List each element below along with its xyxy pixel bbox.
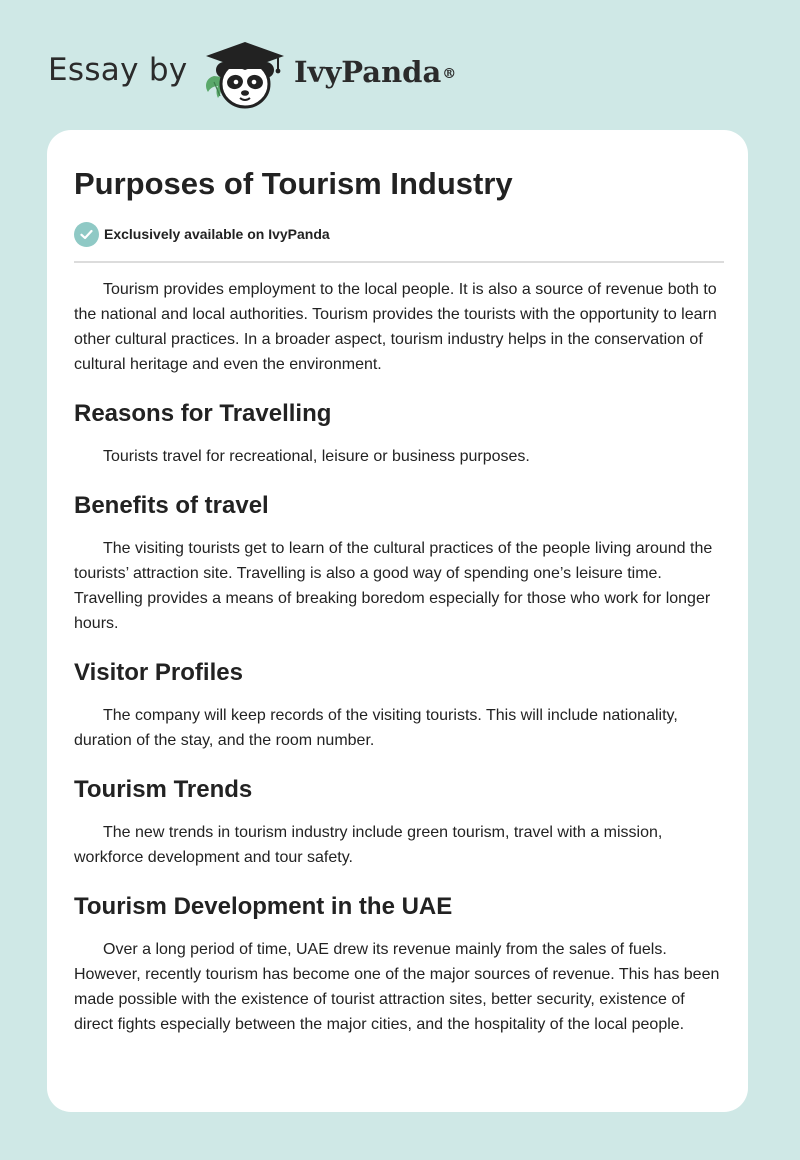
- intro-paragraph: Tourism provides employment to the local people. It is also a source of revenue both to the national and local authorities. Tourism provides the tourists with the opportunity to learn other cultural practices. In a broader aspect, tourism industry helps in the conservation of cultural heritage and even the environment.: [74, 281, 717, 373]
- essay-card: [47, 130, 748, 1112]
- site-header: [0, 0, 800, 120]
- exclusive-badge: [74, 221, 330, 247]
- section-heading: Tourism Development in the UAE: [74, 893, 453, 920]
- brand-name-text: IvyPanda: [294, 55, 442, 89]
- section-paragraph: Tourists travel for recreational, leisure or business purposes.: [103, 448, 530, 465]
- section-paragraph: The new trends in tourism industry include green tourism, travel with a mission, workforce development and tour safety.: [74, 824, 663, 866]
- brand-prefix: Essay by: [48, 52, 188, 88]
- divider: [74, 261, 724, 263]
- section-heading: Reasons for Travelling: [74, 400, 332, 427]
- section-paragraph: The visiting tourists get to learn of the cultural practices of the people living around the tourists’ attraction site. Travelling is also a good way of spending one’s leisure time. Travelling provides a means of breaking boredom especially for those who work for longer hours.: [74, 540, 713, 632]
- section-heading: Benefits of travel: [74, 492, 269, 519]
- registered-mark: ®: [442, 66, 457, 82]
- page-title: Purposes of Tourism Industry: [74, 166, 513, 201]
- essay-body: [74, 277, 724, 1037]
- section-paragraph: Over a long period of time, UAE drew its revenue mainly from the sales of fuels. However, recently tourism has become one of the major sources of revenue. This has been made possible with the existence of tourist attraction sites, better security, existence of direct fights especially between the major cities, and the hospitality of the local people.: [74, 941, 720, 1033]
- section-heading: Visitor Profiles: [74, 659, 243, 686]
- section-heading: Tourism Trends: [74, 776, 253, 803]
- badge-text: Exclusively available on IvyPanda: [104, 226, 330, 242]
- section-paragraph: The company will keep records of the visiting tourists. This will include nationality, duration of the stay, and the room number.: [74, 707, 678, 749]
- check-circle-icon: [74, 222, 99, 247]
- brand-name[interactable]: [294, 52, 456, 92]
- panda-graduate-icon[interactable]: [200, 36, 292, 110]
